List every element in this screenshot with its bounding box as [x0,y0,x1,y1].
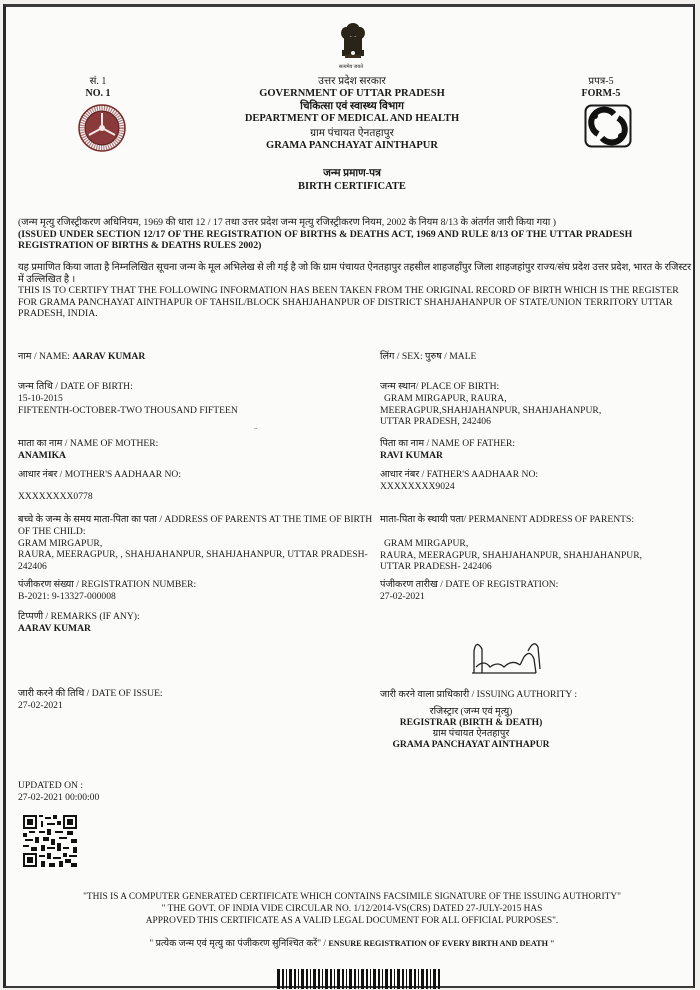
slogan-hindi: " प्रत्येक जन्म एवं मृत्यु का पंजीकरण सुनिश्चित करें" / [149,939,329,949]
barcode-bar [289,969,292,989]
barcode-bar [313,969,316,989]
barcode-bar [334,969,335,989]
date-of-birth-field [18,381,373,416]
barcode-bar [406,969,407,989]
barcode-bar [342,969,344,989]
mother-name-label: माता का नाम / NAME OF MOTHER: [18,438,159,449]
sex-value: पुरुष / MALE [425,351,477,362]
sex-label: लिंग / SEX: [380,351,426,362]
barcode-bar [370,969,371,989]
permanent-address-line3: UTTAR PRADESH- 242406 [380,561,492,573]
place-of-birth-line1: GRAM MIRGAPUR, RAURA, [384,392,507,404]
mother-name-field [18,438,373,462]
registration-number-field [18,579,373,603]
issuing-authority-line1: रजिस्ट्रार (जन्म एवं मृत्यु) [429,706,513,717]
updated-on-field [18,780,218,804]
issued-under-hindi: (जन्म मृत्यु रजिस्ट्रीकरण अधिनियम, 1969 की धारा 12 / 17 तथा उत्तर प्रदेश जन्म मृत्यु रजिस्ट्रीकरण नियम, 2002 के नियम 8/13 के अंतर्गत जारी किया गया ) [18,217,557,228]
govt-circular-notice-line1: " THE GOVT. OF INDIA VIDE CIRCULAR NO. 1/12/2014-VS(CRS) DATED 27-JULY-2015 HAS [161,904,543,914]
number-english: NO. 1 [85,88,111,99]
certification-hindi: यह प्रमाणित किया जाता है निम्नलिखित सूचना जन्म के मूल अभिलेख से ली गई है जो कि ग्राम पंचायत ऐनतहापुर तहसील शाहजहाँपुर जिला शाहजहांपुर राज्य/संघ प्रदेश उत्तर प्रदेश, भारत के रजिस्टर में उल्लिखित है । [18,262,692,285]
name-field [18,351,373,363]
department-hindi: चिकित्सा एवं स्वास्थ्य विभाग [300,101,404,112]
remarks-value: AARAV KUMAR [18,622,91,634]
updated-on-value: 27-02-2021 00:00:00 [18,791,100,803]
form-number-english: FORM-5 [581,88,621,99]
barcode-bar [349,969,352,989]
place-of-birth-line3: UTTAR PRADESH, 242406 [380,416,491,428]
barcode-bar [325,969,328,989]
issuing-authority-line4: GRAMA PANCHAYAT AINTHAPUR [392,739,550,750]
barcode-bar [330,969,332,989]
updated-on-label: UPDATED ON : [18,780,84,791]
name-value: AARAV KUMAR [72,351,146,362]
issued-under-section [18,217,698,252]
registration-date-value: 27-02-2021 [380,590,425,602]
computer-generated-notice: "THIS IS A COMPUTER GENERATED CERTIFICATE WHICH CONTAINS FACSIMILE SIGNATURE OF THE ISSUING AUTHORITY" [83,892,621,902]
govt-circular-notice-line2: APPROVED THIS CERTIFICATE AS A VALID LEGAL DOCUMENT FOR ALL OFFICIAL PURPOSES". [145,916,559,926]
panchayat-hindi: ग्राम पंचायत ऐनतहापुर [310,128,394,139]
permanent-address-label: माता-पिता के स्थायी पता/ PERMANENT ADDRESS OF PARENTS: [380,514,635,525]
signature-text: निशा देवी [254,429,258,430]
father-aadhaar-field [380,469,690,493]
permanent-address-line2: RAURA, MEERAGPUR, SHAHJAHANPUR, SHAHJAHANPUR, [380,549,643,561]
barcode-bar [438,969,440,989]
barcode-bar [282,969,284,989]
mother-aadhaar-field [18,469,373,503]
state-emblem-icon [335,21,371,67]
father-name-value: RAVI KUMAR [380,449,443,461]
barcode-bar [301,969,304,989]
place-of-birth-line2: MEERAGPUR,SHAHJAHANPUR, SHAHJAHANPUR, [380,404,602,416]
date-of-issue-field [18,688,373,712]
government-hindi: उत्तर प्रदेश सरकार [318,76,386,87]
barcode-bar [414,969,416,989]
issuing-authority-line3: ग्राम पंचायत ऐनतहापुर [432,728,510,739]
certificate-title-english: BIRTH CERTIFICATE [298,181,406,192]
barcode-bar [277,969,280,989]
barcode-bar [361,969,364,989]
barcode-bar [378,969,380,989]
barcode-bar [394,969,395,989]
registration-date-label: पंजीकरण तारीख / DATE OF REGISTRATION: [380,579,559,590]
barcode-bar [373,969,376,989]
registration-number-value: B-2021: 9-13327-000008 [18,590,116,602]
barcode-icon[interactable] [277,969,441,989]
barcode-bar [294,969,296,989]
certification-statement [18,262,698,320]
address-at-birth-line3: 242406 [18,561,47,573]
permanent-address-field [380,514,690,573]
address-at-birth-line2: RAURA, MEERAGPUR, , SHAHJAHANPUR, SHAHJAHANPUR, UTTAR PRADESH- [18,549,368,561]
barcode-bar [397,969,400,989]
barcode-bar [409,969,412,989]
barcode-bar [418,969,419,989]
barcode-bar [366,969,368,989]
permanent-address-line1: GRAM MIRGAPUR, [384,537,469,549]
address-at-birth-label: बच्चे के जन्म के समय माता-पिता का पता / ADDRESS OF PARENTS AT THE TIME OF BIRTH OF THE CHILD: [18,514,373,537]
registration-date-field [380,579,690,603]
father-aadhaar-value: XXXXXXXX9024 [380,480,455,492]
barcode-bar [430,969,431,989]
barcode-bar [426,969,428,989]
issuing-authority-label: जारी करने वाला प्राधिकारी / ISSUING AUTHORITY : [380,689,578,700]
barcode-bar [286,969,287,989]
barcode-bar [385,969,388,989]
barcode-bar [433,969,436,989]
government-english: GOVERNMENT OF UTTAR PRADESH [259,88,445,99]
form-number-hindi: प्रपत्र-5 [588,76,614,87]
barcode-bar [358,969,359,989]
barcode-bar [390,969,392,989]
barcode-bar [310,969,311,989]
place-of-birth-field [380,381,690,428]
birth-certificate-page [3,4,695,988]
certification-english: THIS IS TO CERTIFY THAT THE FOLLOWING INFORMATION HAS BEEN TAKEN FROM THE ORIGINAL RECORD OF BIRTH WHICH IS THE REGISTER FOR GRAMA PANCHAYAT AINTHAPUR OF TAHSIL/BLOCK SHAHJAHANPUR OF DISTRICT SHAHJAHANPUR OF STATE/UNION TERRITORY UTTAR PRADESH, INDIA. [18,285,679,319]
date-of-birth-value: 15-10-2015 [18,392,63,404]
barcode-bar [337,969,340,989]
date-of-issue-value: 27-02-2021 [18,699,63,711]
mother-name-value: ANAMIKA [18,449,66,461]
father-name-label: पिता का नाम / NAME OF FATHER: [380,438,516,449]
name-label: नाम / NAME: [18,351,73,362]
father-aadhaar-label: आधार नंबर / FATHER'S AADHAAR NO: [380,469,539,480]
registration-number-label: पंजीकरण संख्या / REGISTRATION NUMBER: [18,579,197,590]
barcode-bar [318,969,320,989]
date-of-issue-label: जारी करने की तिथि / DATE OF ISSUE: [18,688,163,699]
barcode-bar [382,969,383,989]
barcode-bar [402,969,404,989]
number-hindi: सं. 1 [89,76,107,87]
panchayat-english: GRAMA PANCHAYAT AINTHAPUR [266,140,438,151]
remarks-field [18,611,373,635]
place-of-birth-label: जन्म स्थान/ PLACE OF BIRTH: [380,381,500,392]
certificate-title-hindi: जन्म प्रमाण-पत्र [323,168,381,179]
date-of-birth-label: जन्म तिथि / DATE OF BIRTH: [18,381,133,392]
mother-aadhaar-label: आधार नंबर / MOTHER'S AADHAAR NO: [18,469,182,480]
issued-under-english: (ISSUED UNDER SECTION 12/17 OF THE REGISTRATION OF BIRTHS & DEATHS ACT, 1969 AND RULE 8/13 OF THE UTTAR PRADESH REGISTRATION OF BIRTHS & DEATHS RULES 2002) [18,228,633,251]
sex-field [380,351,690,363]
barcode-bar [322,969,323,989]
address-at-birth-field [18,514,373,573]
slogan-english: ENSURE REGISTRATION OF EVERY BIRTH AND DEATH " [328,939,555,948]
father-name-field [380,438,690,462]
barcode-bar [298,969,299,989]
issuing-authority-block [371,706,571,750]
barcode-bar [354,969,356,989]
barcode-bar [306,969,308,989]
barcode-bar [346,969,347,989]
barcode-bar [421,969,424,989]
date-of-birth-words: FIFTEENTH-OCTOBER-TWO THOUSAND FIFTEEN [18,404,238,416]
registration-slogan [6,938,698,951]
department-english: DEPARTMENT OF MEDICAL AND HEALTH [244,113,460,124]
mother-aadhaar-value: XXXXXXXX0778 [18,490,93,502]
address-at-birth-line1: GRAM MIRGAPUR, [18,537,103,549]
remarks-label: टिप्पणी / REMARKS (IF ANY): [18,611,140,622]
issuing-authority-line2: REGISTRAR (BIRTH & DEATH) [399,717,543,728]
emblem-motto: सत्यमेव जयते [338,65,364,70]
qr-code-icon[interactable] [23,815,77,867]
